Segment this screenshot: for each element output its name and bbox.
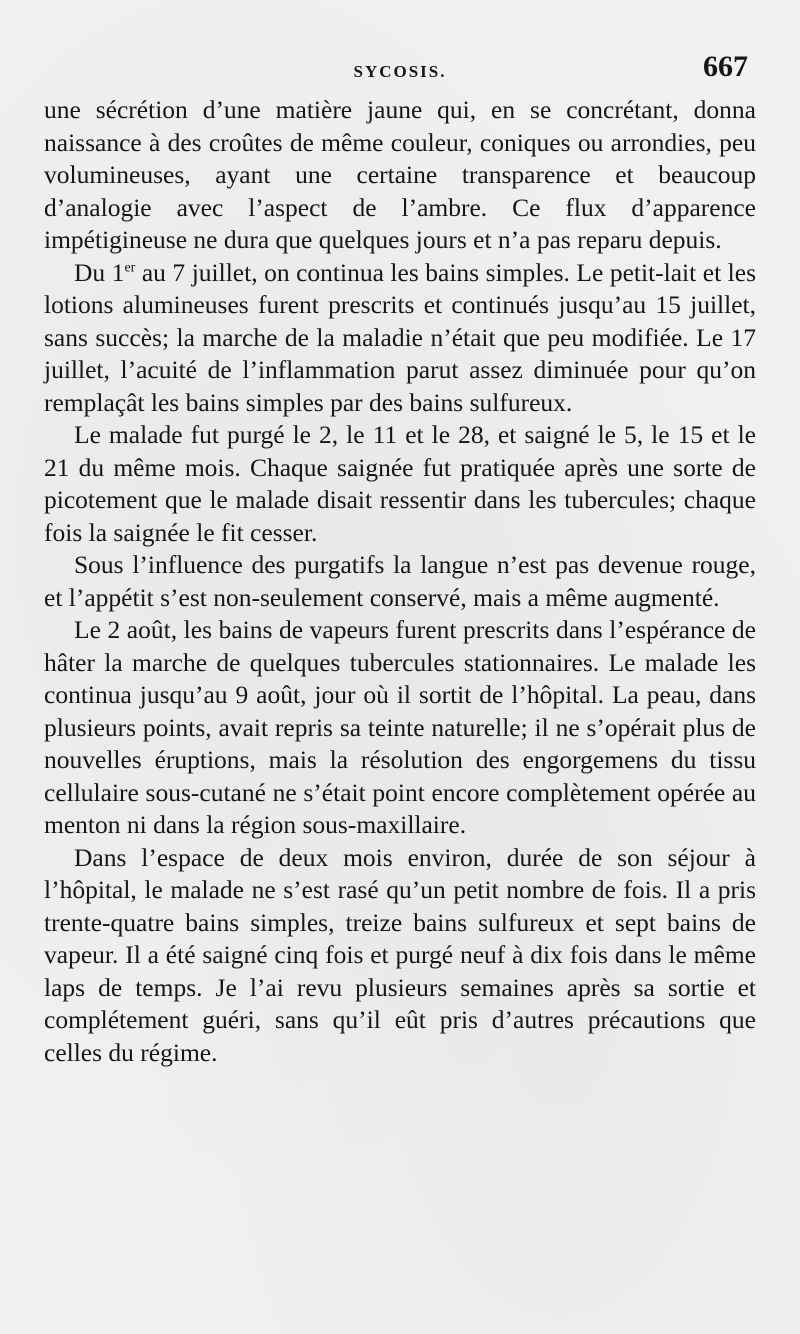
date-lead: Du 1 bbox=[74, 257, 125, 287]
paragraph-2 bbox=[44, 257, 756, 420]
paragraph-1: une sécrétion d’une matière jaune qui, en se concrétant, donna naissance à des croûtes de même couleur, coniques ou arrondies, peu volumineuses, ayant une certaine transparence et beaucoup d’analogie avec l’aspect de l’ambre. Ce flux d’apparence impétigineuse ne dura que quelques jours et n’a pas reparu depuis. bbox=[44, 95, 756, 254]
ordinal-superscript: er bbox=[124, 260, 136, 275]
running-title: SYCOSIS. bbox=[353, 62, 447, 81]
page-number: 667 bbox=[703, 50, 748, 83]
paragraph-5: Le 2 août, les bains de vapeurs furent prescrits dans l’espérance de hâter la marche de quelques tubercules stationnaires. Le malade les continua jusqu’au 9 août, jour où il sortit de l’hôpital. La peau, dans plusieurs points, avait repris sa teinte naturelle; il ne s’opérait plus de nouvelles éruptions, mais la résolution des engorgemens du tissu cellulaire sous-cutané ne s’était point encore complètement opérée au menton ni dans la région sous-maxillaire. bbox=[44, 615, 756, 839]
body-text bbox=[44, 94, 756, 1069]
paragraph-3: Le malade fut purgé le 2, le 11 et le 28, et saigné le 5, le 15 et le 21 du même mois. Chaque saignée fut pratiquée après une sorte de picotement que le malade disait ressentir dans les tubercules; chaque fois la saignée le fit cesser. bbox=[44, 420, 756, 547]
paragraph-4: Sous l’influence des purgatifs la langue n’est pas devenue rouge, et l’appétit s’est non-seulement conservé, mais a même augmenté. bbox=[44, 550, 756, 612]
paragraph-6: Dans l’espace de deux mois environ, durée de son séjour à l’hôpital, le malade ne s’est rasé qu’un petit nombre de fois. Il a pris trente-quatre bains simples, treize bains sulfureux et sept bains de vapeur. Il a été saigné cinq fois et purgé neuf à dix fois dans le même laps de temps. Je l’ai revu plusieurs semaines après sa sortie et complétement guéri, sans qu’il eût pris d’autres précautions que celles du régime. bbox=[44, 842, 756, 1067]
paragraph-2-text: au 7 juillet, on continua les bains simples. Le petit-lait et les lotions alumineuses furent prescrits et continués jusqu’au 15 juillet, sans succès; la marche de la maladie n’était que peu modifiée. Le 17 juillet, l’acuité de l’inflammation parut assez diminuée pour qu’on remplaçât les bains simples par des bains sulfureux. bbox=[44, 257, 756, 417]
running-head bbox=[44, 50, 756, 94]
